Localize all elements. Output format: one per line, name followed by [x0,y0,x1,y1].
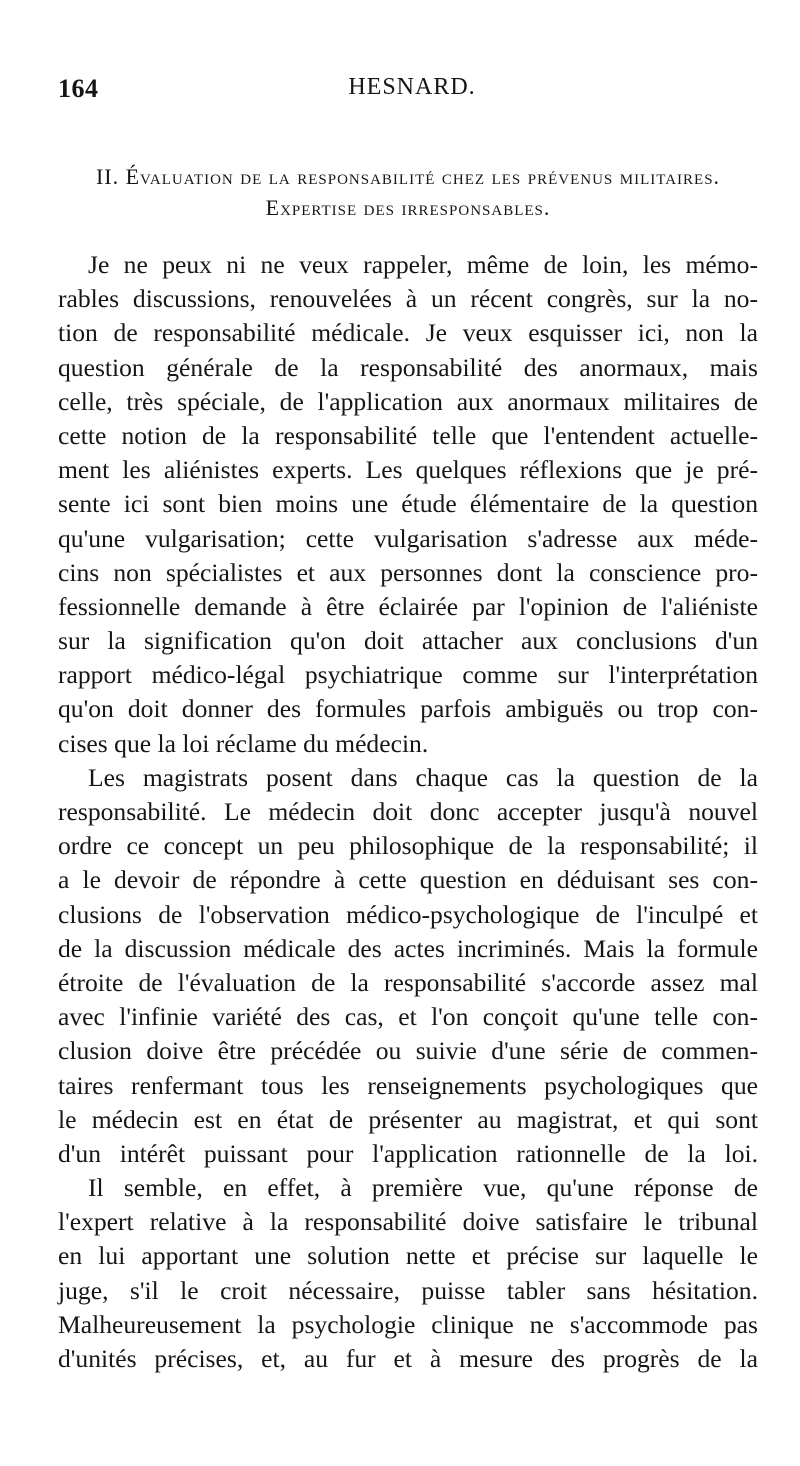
paragraph [58,248,758,761]
text-line: d'unités précises, et, au fur et à mesure des progrès de la [58,1344,758,1373]
section-title-line-2: Expertise des irresponsables. [265,195,551,220]
section-title-line-1: II. Évaluation de la responsabilité chez les prévenus militaires. [95,164,721,189]
text-line: en lui apportant une solution nette et précise sur laquelle le [58,1241,758,1271]
text-line: Il semble, en effet, à première vue, qu'une réponse de [88,1173,758,1203]
text-line: Les magistrats posent dans chaque cas la question de la [88,762,758,792]
text-line: Malheureusement la psychologie clinique ne s'accommode pas [58,1309,758,1339]
text-line: rapport médico-légal psychiatrique comme sur l'interprétation [58,660,758,690]
paragraph [58,761,758,1171]
paragraph [58,1171,758,1376]
text-line: celle, très spéciale, de l'application aux anormaux militaires de [58,386,758,416]
page-number: 164 [58,74,99,103]
text-line: taires renfermant tous les renseignements psychologiques que [58,1070,758,1100]
text-line: rables discussions, renouvelées à un récent congrès, sur la no- [58,284,758,314]
text-line: cette notion de la responsabilité telle que l'entendent actuelle- [58,420,758,450]
text-line: ment les aliénistes experts. Les quelques réflexions que je pré- [58,455,758,485]
text-line: qu'une vulgarisation; cette vulgarisation s'adresse aux méde- [58,523,758,553]
text-line: qu'on doit donner des formules parfois ambiguës ou trop con- [58,694,758,724]
text-line: clusions de l'observation médico-psychologique de l'inculpé et [58,899,758,929]
text-line: cises que la loi réclame du médecin. [58,728,429,758]
text-line: le médecin est en état de présenter au magistrat, et qui sont [58,1104,758,1134]
running-head [58,74,758,104]
text-line: responsabilité. Le médecin doit donc accepter jusqu'à nouvel [58,797,758,826]
text-line: ordre ce concept un peu philosophique de la responsabilité; il [58,831,758,861]
text-line: a le devoir de répondre à cette question en déduisant ses con- [58,865,758,895]
text-line: sente ici sont bien moins une étude élémentaire de la question [58,489,758,519]
text-line: question générale de la responsabilité des anormaux, mais [58,352,758,382]
text-line: cins non spécialistes et aux personnes dont la conscience pro- [58,557,758,587]
text-line: d'un intérêt puissant pour l'application rationnelle de la loi. [58,1138,758,1168]
text-line: fessionnelle demande à être éclairée par l'opinion de l'aliéniste [58,591,758,621]
text-line: tion de responsabilité médicale. Je veux esquisser ici, non la [58,318,758,348]
text-line: avec l'infinie variété des cas, et l'on conçoit qu'une telle con- [58,1002,758,1032]
text-line: sur la signification qu'on doit attacher aux conclusions d'un [58,626,758,656]
text-line: de la discussion médicale des actes incriminés. Mais la formule [58,933,758,963]
text-line: Je ne peux ni ne veux rappeler, même de loin, les mémo- [88,250,758,279]
text-line: étroite de l'évaluation de la responsabilité s'accorde assez mal [58,967,758,997]
running-title: HESNARD. [348,74,476,100]
text-line: clusion doive être précédée ou suivie d'une série de commen- [58,1036,758,1066]
text-line: juge, s'il le croit nécessaire, puisse tabler sans hésitation. [58,1275,758,1305]
body-text [58,248,758,1376]
section-heading [58,162,758,224]
text-line: l'expert relative à la responsabilité doive satisfaire le tribunal [58,1207,758,1237]
